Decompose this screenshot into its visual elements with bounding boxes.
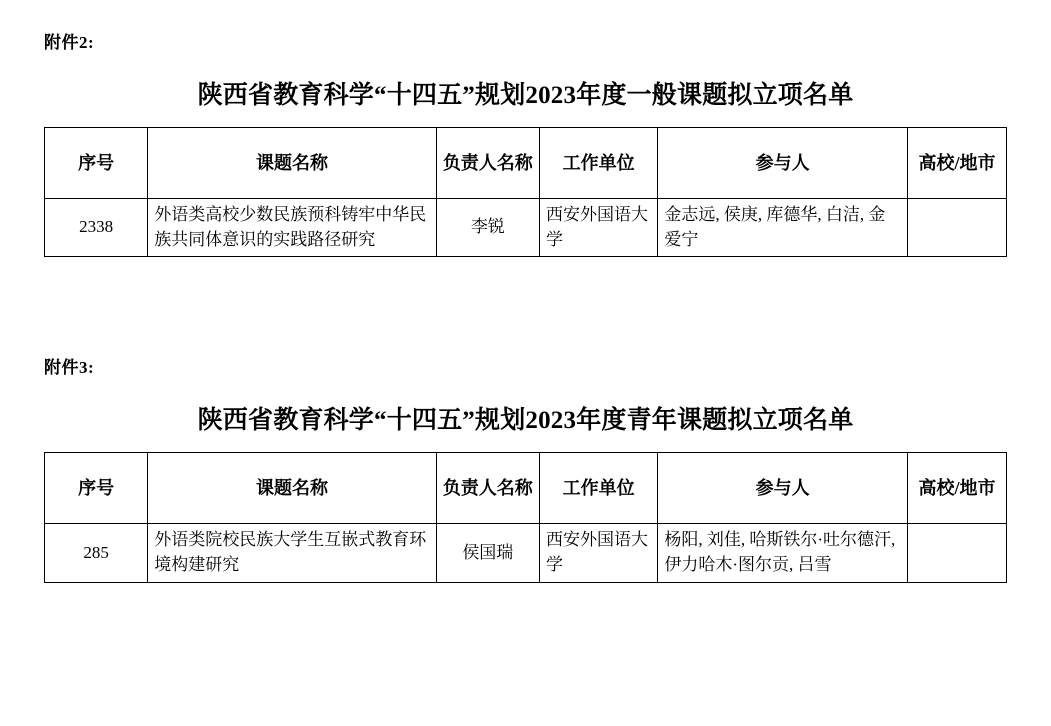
cell-unit: 西安外国语大学 [539, 199, 657, 257]
cell-participants: 金志远, 侯庚, 库德华, 白洁, 金爱宁 [658, 199, 908, 257]
header-unit: 工作单位 [539, 453, 657, 524]
cell-leader: 侯国瑞 [436, 524, 539, 582]
table-row [45, 524, 1007, 582]
cell-org [907, 199, 1006, 257]
table-row [45, 199, 1007, 257]
project-table-2 [44, 127, 1007, 257]
project-table-3 [44, 452, 1007, 582]
section-attachment-3 [0, 353, 1051, 582]
header-leader: 负责人名称 [436, 453, 539, 524]
title-bottom-gap-3 [44, 436, 1007, 452]
cell-unit: 西安外国语大学 [539, 524, 657, 582]
cell-title: 外语类院校民族大学生互嵌式教育环境构建研究 [148, 524, 436, 582]
cell-no: 2338 [45, 199, 148, 257]
header-participants: 参与人 [658, 128, 908, 199]
header-unit: 工作单位 [539, 128, 657, 199]
section-spacer [0, 257, 1051, 353]
top-padding [0, 0, 1051, 28]
table-body-2 [45, 199, 1007, 257]
document-title-3: 陕西省教育科学“十四五”规划2023年度青年课题拟立项名单 [197, 407, 854, 435]
title-gap-3 [44, 378, 1007, 400]
title-gap-2 [44, 53, 1007, 75]
cell-title: 外语类高校少数民族预科铸牢中华民族共同体意识的实践路径研究 [148, 199, 436, 257]
cell-participants: 杨阳, 刘佳, 哈斯铁尔·吐尔德汗, 伊力哈木·图尔贡, 吕雪 [658, 524, 908, 582]
header-participants: 参与人 [658, 453, 908, 524]
table-head-2 [45, 128, 1007, 199]
header-org: 高校/地市 [907, 453, 1006, 524]
cell-leader: 李锐 [436, 199, 539, 257]
header-title: 课题名称 [148, 128, 436, 199]
header-no: 序号 [45, 128, 148, 199]
attachment-label-2: 附件2: [44, 33, 95, 52]
cell-org [907, 524, 1006, 582]
section-attachment-2 [0, 28, 1051, 257]
attachment-label-3: 附件3: [44, 358, 95, 378]
table-header-row [45, 453, 1007, 524]
document-title-2: 陕西省教育科学“十四五”规划2023年度一般课题拟立项名单 [197, 82, 854, 109]
header-leader: 负责人名称 [436, 128, 539, 199]
header-org: 高校/地市 [907, 128, 1006, 199]
table-head-3 [45, 453, 1007, 524]
table-body-3 [45, 524, 1007, 582]
cell-no: 285 [45, 524, 148, 582]
table-header-row [45, 128, 1007, 199]
header-no: 序号 [45, 453, 148, 524]
title-bottom-gap-2 [44, 111, 1007, 127]
header-title: 课题名称 [148, 453, 436, 524]
